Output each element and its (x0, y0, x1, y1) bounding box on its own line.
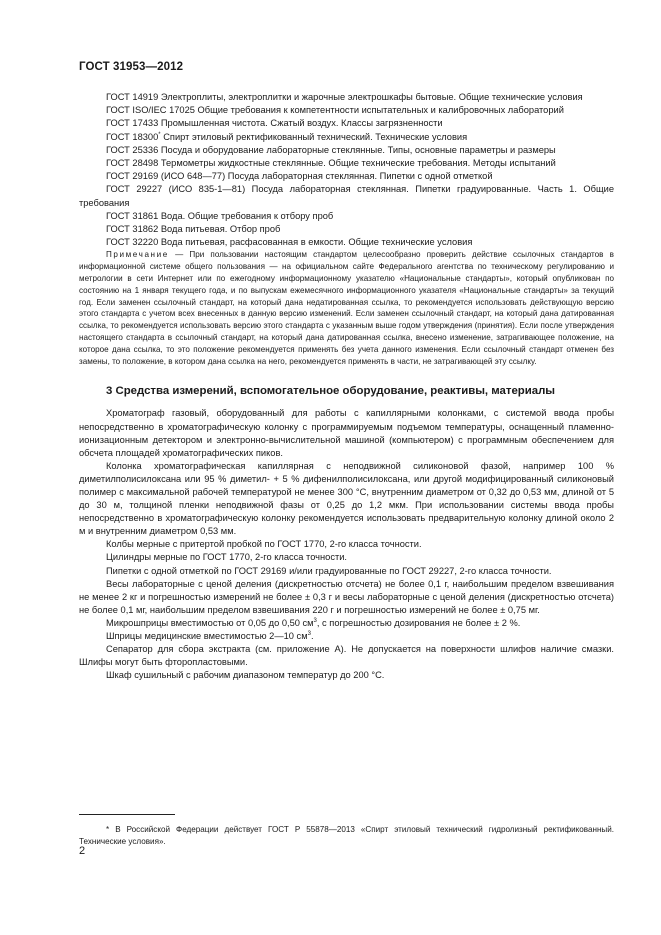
body-paragraph: Сепаратор для сбора экстракта (см. приложение А). Не допускается на поверхности шлифов наличие смазки. Шлифы могут быть фторопластовыми. (79, 644, 614, 668)
reference-item: ГОСТ 29169 (ИСО 648—77) Посуда лабораторная стеклянная. Пипетки с одной отметкой (106, 171, 493, 182)
superscript: 3 (307, 630, 311, 637)
standard-header: ГОСТ 31953—2012 (79, 61, 184, 73)
page-content (79, 91, 614, 682)
page-number: 2 (79, 845, 86, 857)
body-paragraph: Шкаф сушильный с рабочим диапазоном температур до 200 °С. (106, 670, 385, 681)
body-paragraph (79, 617, 614, 630)
body-paragraph: Колбы мерные с притертой пробкой по ГОСТ 1770, 2-го класса точности. (106, 539, 422, 550)
normative-references-list (79, 91, 614, 249)
section-3-heading: 3 Средства измерений, вспомогательное оборудование, реактивы, материалы (106, 385, 556, 398)
reference-item: ГОСТ 32220 Вода питьевая, расфасованная в емкости. Общие технические условия (106, 237, 473, 248)
reference-item (79, 131, 614, 144)
text-run: . (310, 631, 314, 641)
reference-code: ГОСТ 18300 (106, 131, 159, 142)
body-paragraph: Весы лабораторные с ценой деления (дискретностью отсчета) не более 0,1 г, наибольшим пределом взвешивания не менее 2 кг и погрешностью измерений не более ± 0,3 г и весы лабораторные с ценой деления (дискретностью отсчета) не более 0,1 мг, наибольшим пределом взвешивания 220 г и погрешностью измерений не более ± 0,75 мг. (79, 578, 614, 615)
reference-item: ГОСТ 14919 Электроплиты, электроплитки и жарочные электрошкафы бытовые. Общие технические условия (106, 92, 583, 102)
reference-item: ГОСТ 29227 (ИСО 835-1—81) Посуда лабораторная стеклянная. Пипетки градуированные. Часть 1. Общие требования (79, 184, 614, 208)
superscript: 3 (313, 617, 317, 624)
text-run: Шприцы медицинские вместимостью 2—10 см (106, 631, 308, 641)
reference-item: ГОСТ 28498 Термометры жидкостные стеклянные. Общие технические требования. Методы испытаний (106, 158, 556, 169)
reference-item: ГОСТ 31861 Вода. Общие требования к отбору проб (106, 210, 334, 221)
body-paragraph: Хроматограф газовый, оборудованный для работы с капиллярными колонками, с системой ввода пробы непосредственно в хроматографическую колонку с программируемым подъемом температуры, оснащенный пламенно-ионизационным детектором и электронно-вычислительной машиной (компьютером) с программным обеспечением для обсчета площадей хроматографических пиков. (79, 408, 614, 458)
footnote: * В Российской Федерации действует ГОСТ Р 55878—2013 «Спирт этиловый технический гидролизный ректификованный. Технические условия». (79, 825, 614, 846)
note-text: — При пользовании настоящим стандартом целесообразно проверить действие ссылочных стандартов в информационной системе общего пользования — на официальном сайте Федерального агентства по техническому регулированию и метрологии в сети Интернет или по ежегодному информационному указателю «Национальные стандарты», который опубликован по состоянию на 1 января текущего года, и по выпускам ежемесячного информационного указателя «Национальные стандарты» за текущий год. Если заменен ссылочный стандарт, на который дана недатированная ссылка, то рекомендуется использовать действующую версию этого стандарта с учетом всех внесенных в данную версию изменений. Если заменен ссылочный стандарт, на который дана датированная ссылка, то рекомендуется использовать версию этого стандарта с указанным выше годом утверждения (принятия). Если после утверждения настоящего стандарта в ссылочный стандарт, на который дана датированная ссылка, внесено изменение, затрагивающее положение, на которое дана ссылка, то это положение рекомендуется применять без учета данного изменения. Если ссылочный стандарт отменен без замены, то положение, в котором дана ссылка на него, рекомендуется применять в части, не затрагивающей эту ссылку. (79, 250, 614, 366)
note-paragraph (79, 249, 614, 367)
body-paragraph (79, 630, 614, 643)
reference-item: ГОСТ ISO/IEC 17025 Общие требования к компетентности испытательных и калибровочных лабораторий (106, 105, 564, 116)
body-paragraph: Пипетки с одной отметкой по ГОСТ 29169 и/или градуированные по ГОСТ 29227, 2-го класса точности. (106, 565, 552, 576)
reference-item: ГОСТ 31862 Вода питьевая. Отбор проб (106, 224, 281, 235)
footnote-separator (79, 814, 175, 815)
reference-item: ГОСТ 17433 Промышленная чистота. Сжатый воздух. Классы загрязненности (106, 118, 443, 129)
note-label: Примечание (106, 250, 169, 260)
footnote-mark[interactable]: * (158, 131, 161, 138)
reference-title: Спирт этиловый ректификованный технический. Технические условия (160, 131, 468, 142)
section-3-body (79, 407, 614, 682)
body-paragraph: Цилиндры мерные по ГОСТ 1770, 2-го класса точности. (106, 552, 348, 563)
reference-item: ГОСТ 25336 Посуда и оборудование лабораторные стеклянные. Типы, основные параметры и размеры (106, 144, 556, 155)
body-paragraph: Колонка хроматографическая капиллярная с неподвижной силиконовой фазой, например 100 % диметилполисилоксана или 95 % диметил- + 5 % дифенилполисилоксана, или другой модифицированный силиконовый полимер с максимальной рабочей температурой не менее 300 °С, внутренним диаметром от 0,32 до 0,53 мм, длиной от 5 до 30 м, толщиной пленки неподвижной фазы от 0,25 до 1,2 мкм. При использовании системы ввода пробы непосредственно в хроматографическую колонку рекомендуется использовать предварительную колонку длиной около 2 м и внутренним диаметром 0,53 мм. (79, 460, 614, 537)
text-run: , с погрешностью дозирования не более ± 2 %. (316, 617, 521, 628)
text-run: Микрошприцы вместимостью от 0,05 до 0,50 см (106, 617, 314, 628)
